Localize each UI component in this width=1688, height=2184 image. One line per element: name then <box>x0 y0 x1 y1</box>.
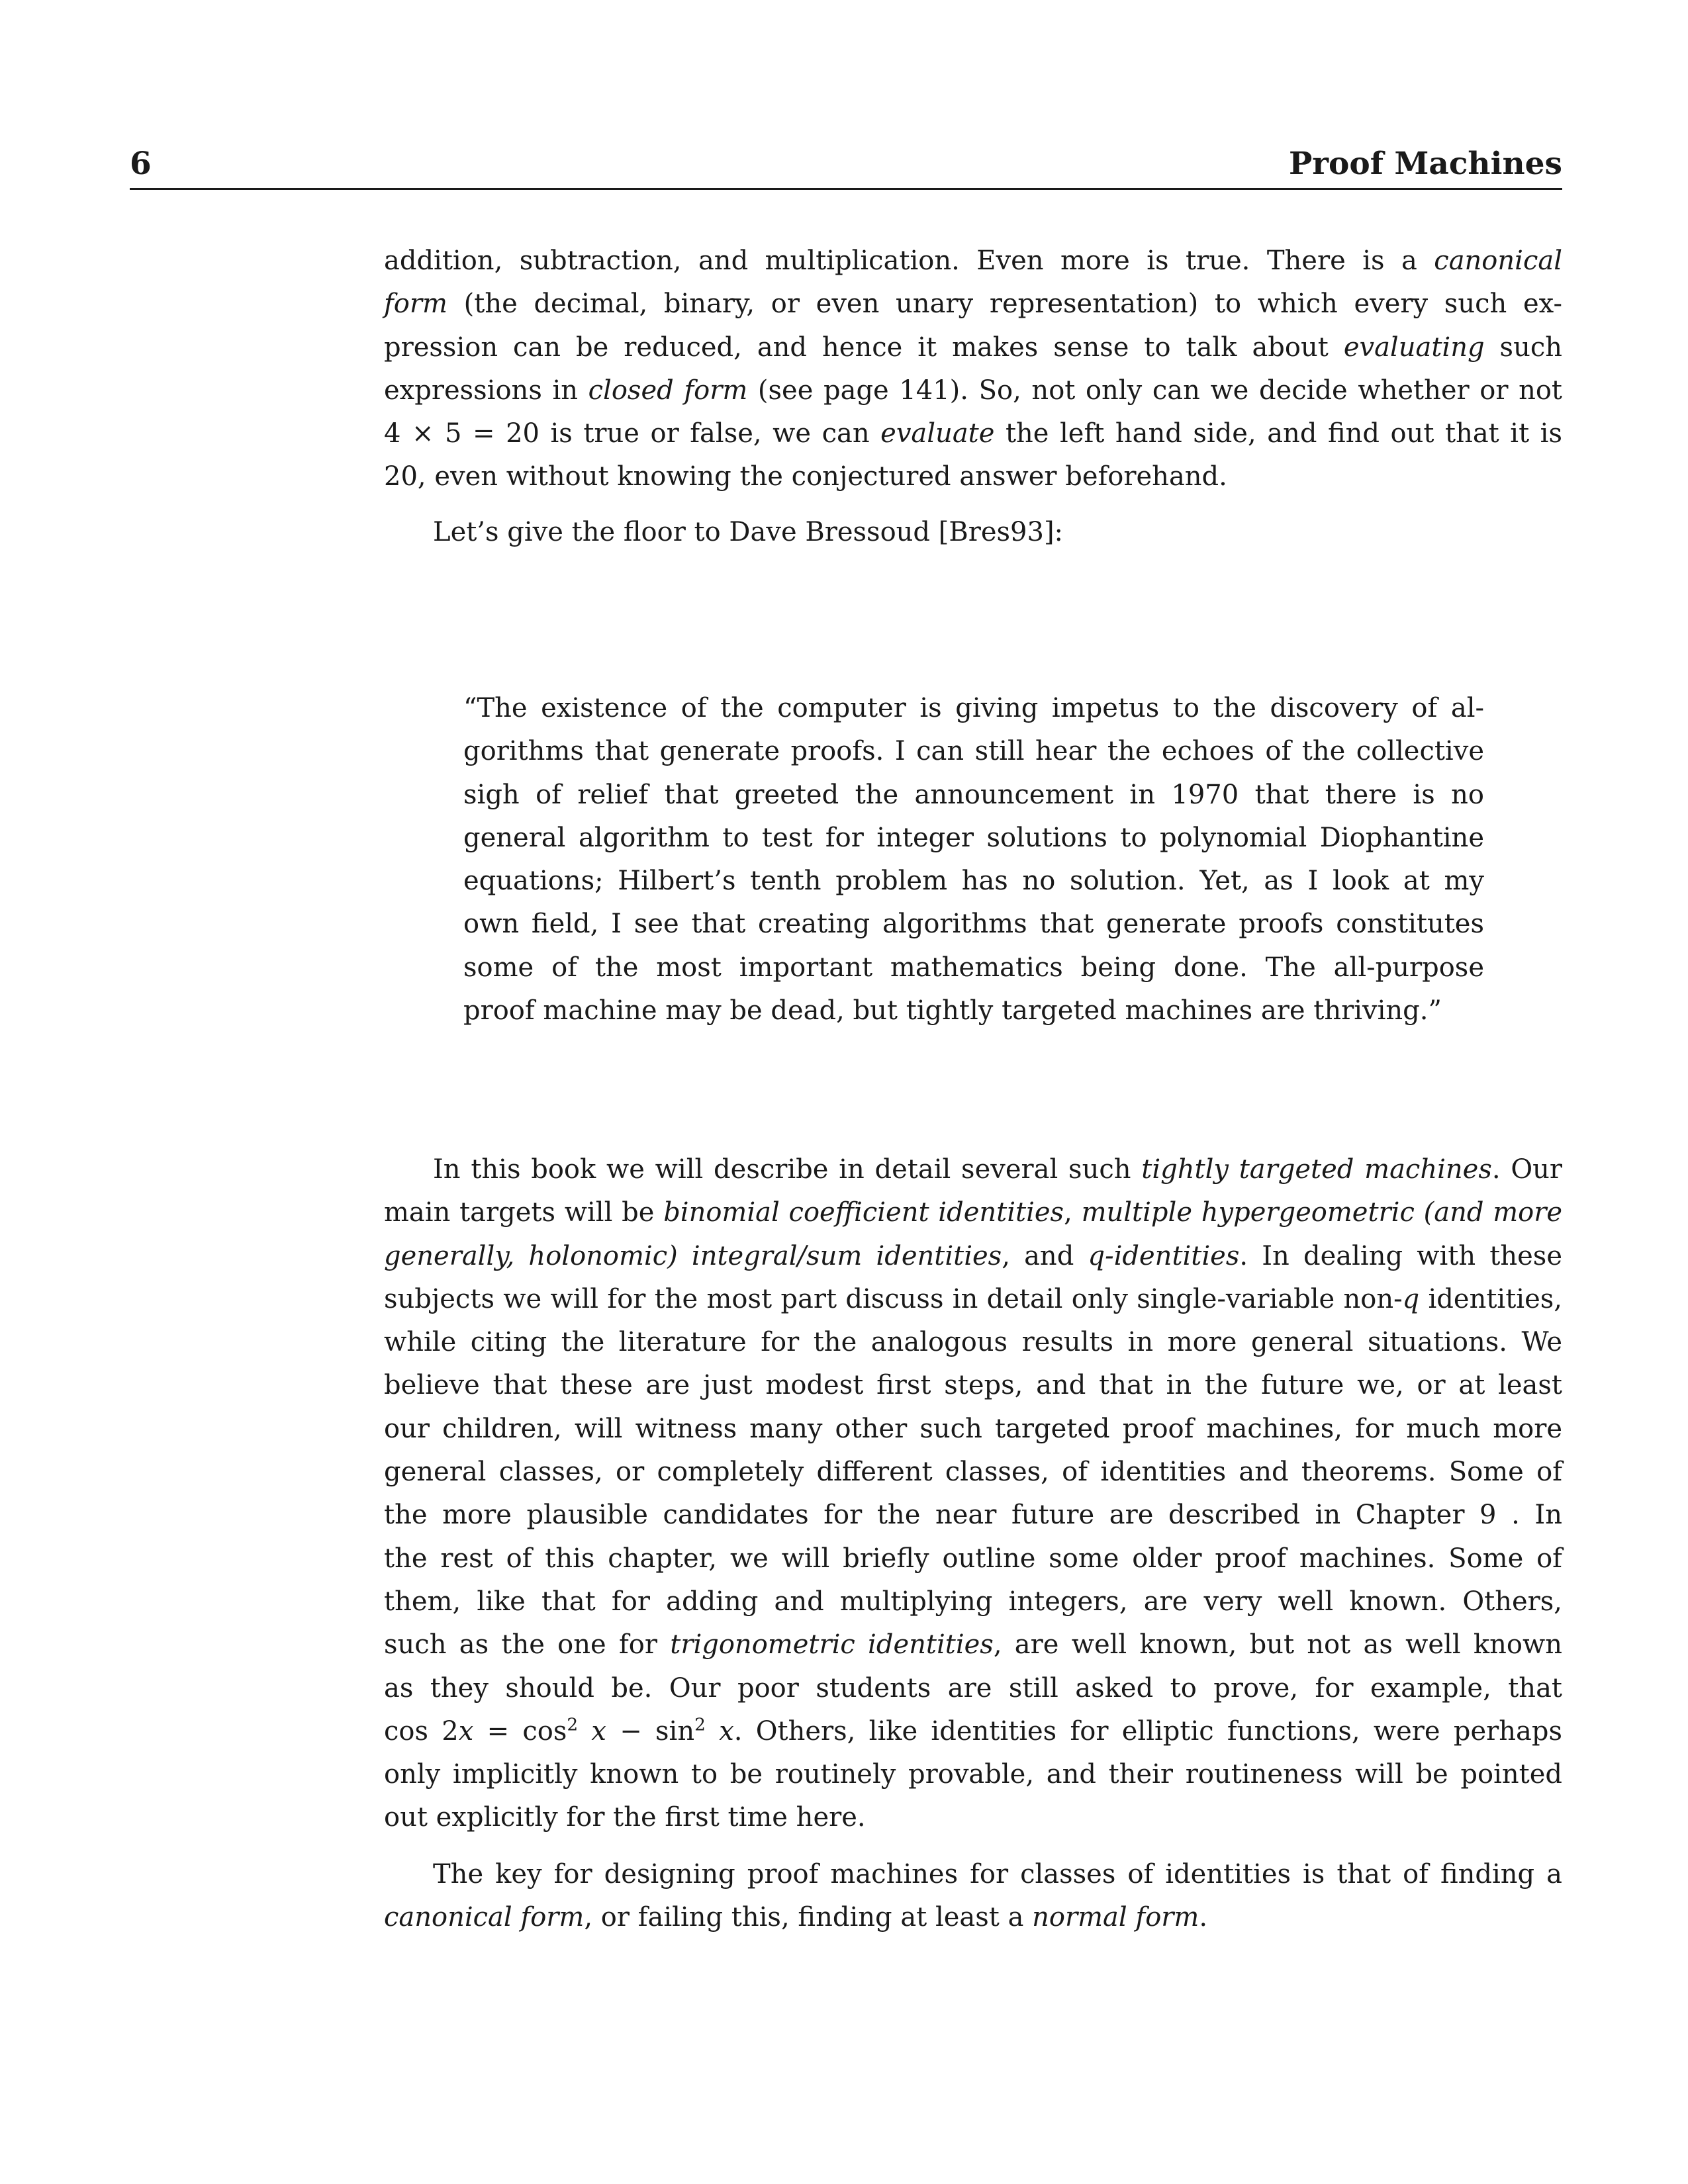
quote-line: gorithms that generate proofs. I can still hear the echoes of the collective <box>463 736 1484 767</box>
text-line: only implicitly known to be routinely provable, and their routineness will be pointed <box>384 1759 1562 1790</box>
text-line: as they should be. Our poor students are still asked to prove, for example, that <box>384 1672 1562 1704</box>
text-line: The key for designing proof machines for classes of identities is that of finding a <box>433 1859 1562 1889</box>
paragraph-2 <box>384 511 1562 554</box>
quote-line: general algorithm to test for integer solutions to polynomial Diophantine <box>463 822 1484 853</box>
quote-line: sigh of relief that greeted the announcement in 1970 that there is no <box>463 779 1484 810</box>
text-line: the more plausible candidates for the near future are described in Chapter 9 . In <box>384 1500 1562 1531</box>
text-line: such as the one for trigonometric identities, are well known, but not as well known <box>384 1629 1562 1661</box>
text-line: believe that these are just modest first steps, and that in the future we, or at least <box>384 1370 1562 1401</box>
text-line: while citing the literature for the analogous results in more general situations. We <box>384 1327 1562 1358</box>
quote-line: own field, I see that creating algorithms that generate proofs constitutes <box>463 909 1484 940</box>
text-line: main targets will be binomial coefficient identities, multiple hypergeometric (and more <box>384 1197 1562 1228</box>
text-line: canonical form, or failing this, finding at least a normal form. <box>384 1902 1208 1933</box>
text-line: out explicitly for the first time here. <box>384 1802 866 1833</box>
page-number: 6 <box>130 146 152 182</box>
text-line: 4 × 5 = 20 is true or false, we can evaluate the left hand side, and find out that it is <box>384 418 1563 449</box>
block-quote <box>463 687 1484 1032</box>
text-line: subjects we will for the most part discuss in detail only single-variable non-q identities, <box>384 1283 1562 1314</box>
text-line: pression can be reduced, and hence it makes sense to talk about evaluating such <box>384 332 1563 363</box>
text-line: them, like that for adding and multiplying integers, are very well known. Others, <box>384 1586 1562 1617</box>
text-line: general classes, or completely different classes, of identities and theorems. Some of <box>384 1457 1562 1488</box>
text-line: expressions in closed form (see page 141). So, not only can we decide whether or not <box>384 375 1562 406</box>
paragraph-1 <box>384 240 1562 499</box>
text-line: our children, will witness many other such targeted proof machines, for much more <box>384 1413 1562 1444</box>
paragraph-4 <box>384 1853 1562 1940</box>
text-line: Let’s give the floor to Dave Bressoud [Bres93]: <box>433 517 1064 547</box>
math-formula: $\cos 2x = \cos^2 x - \sin^2 x$ <box>384 1714 734 1747</box>
text-line: the rest of this chapter, we will briefly outline some older proof machines. Some of <box>384 1543 1562 1574</box>
quote-line: “The existence of the computer is giving impetus to the discovery of al- <box>463 693 1484 723</box>
text-line: addition, subtraction, and multiplication. Even more is true. There is a canonical <box>384 246 1562 276</box>
running-header <box>130 143 1562 190</box>
running-title: Proof Machines <box>1288 146 1562 182</box>
quote-line: equations; Hilbert’s tenth problem has no solution. Yet, as I look at my <box>463 866 1484 897</box>
text-line: generally, holonomic) integral/sum identities, and q-identities. In dealing with these <box>384 1240 1562 1271</box>
text-line: form (the decimal, binary, or even unary representation) to which every such ex- <box>384 289 1562 320</box>
text-line: In this book we will describe in detail several such tightly targeted machines. Our <box>433 1154 1563 1185</box>
quote-line: proof machine may be dead, but tightly targeted machines are thriving.” <box>463 995 1442 1026</box>
text-line: 20, even without knowing the conjectured answer beforehand. <box>384 461 1227 492</box>
quote-line: some of the most important mathematics being done. The all-purpose <box>463 952 1484 983</box>
paragraph-3 <box>384 1148 1562 1840</box>
formula-line: $\cos 2x = \cos^2 x - \sin^2 x$. Others, like identities for elliptic functions, were perhaps <box>384 1714 1562 1747</box>
